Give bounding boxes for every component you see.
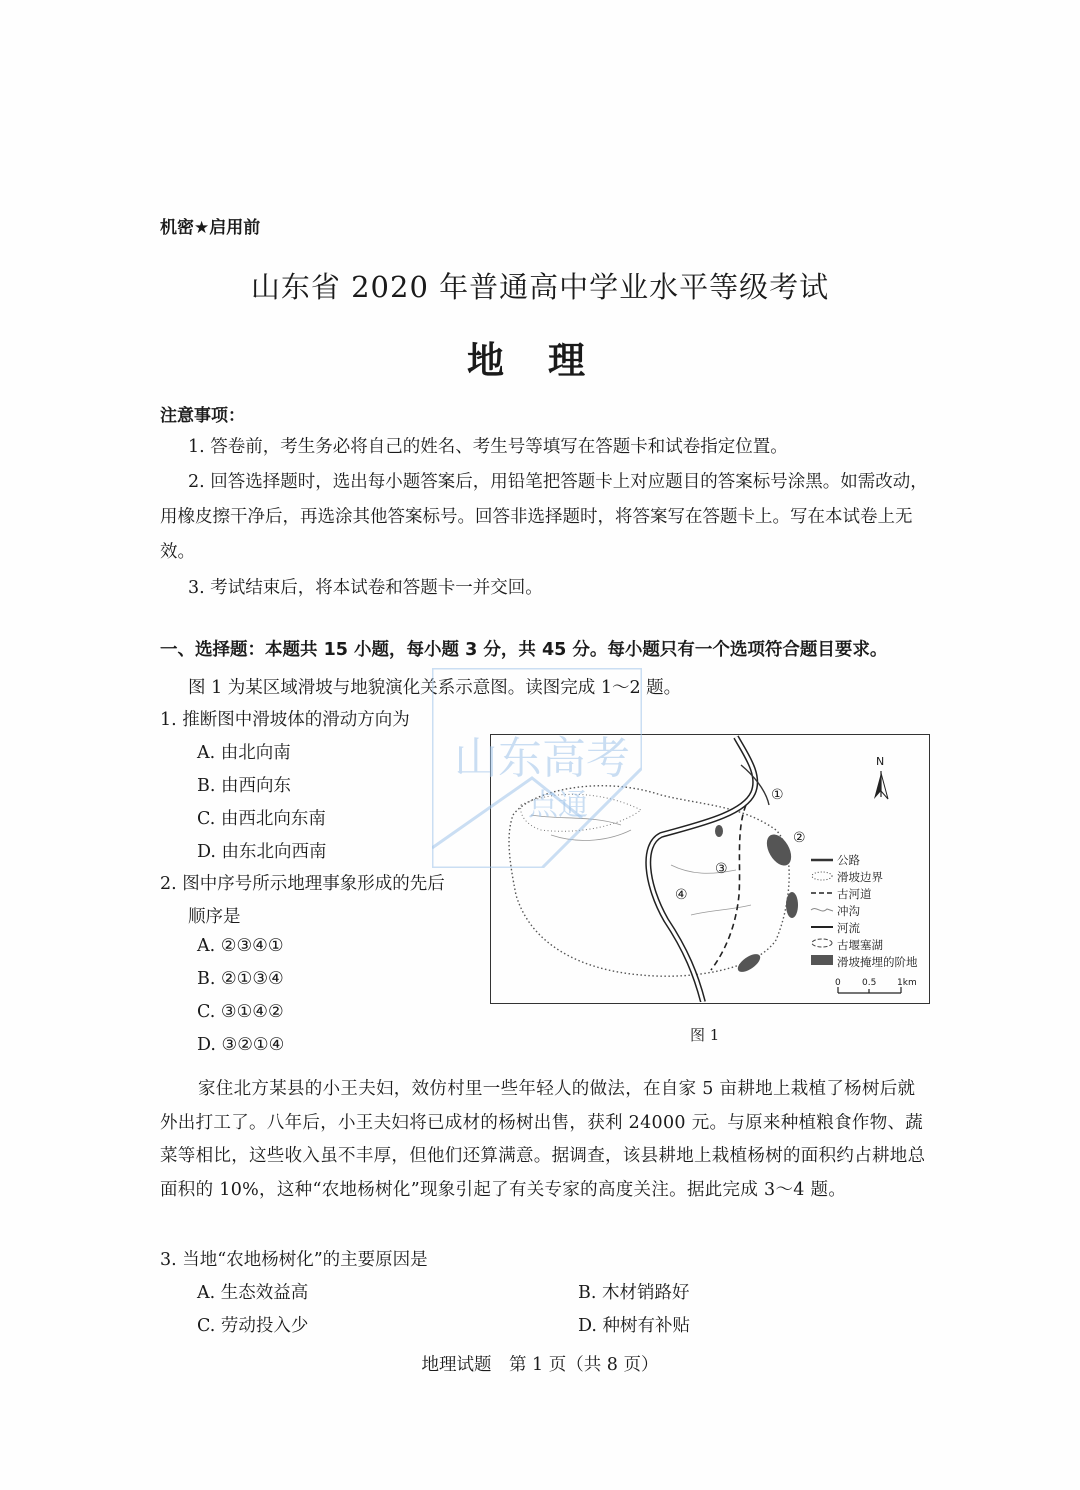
marker-4: ④ bbox=[675, 887, 688, 903]
legend-symbols bbox=[811, 860, 833, 965]
q1-stem: 1. 推断图中滑坡体的滑动方向为 bbox=[160, 710, 410, 730]
q3-option-a: A. 生态效益高 bbox=[197, 1283, 309, 1303]
figure-1-map bbox=[490, 734, 930, 1004]
marker-2: ② bbox=[793, 830, 806, 846]
exam-title: 山东省 2020 年普通高中学业水平等级考试 bbox=[250, 270, 830, 304]
legend-road: 公路 bbox=[837, 853, 860, 867]
q1-option-c: C. 由西北向东南 bbox=[197, 809, 326, 829]
figure-caption: 图 1 bbox=[690, 1026, 720, 1044]
notice-item-1: 1. 答卷前，考生务必将自己的姓名、考生号等填写在答题卡和试卷指定位置。 bbox=[188, 437, 788, 457]
q3-option-c: C. 劳动投入少 bbox=[197, 1316, 309, 1336]
scale-label-half: 0.5 bbox=[862, 978, 877, 988]
buried-terraces bbox=[715, 825, 798, 975]
legend-gully: 冲沟 bbox=[837, 904, 860, 918]
secret-mark: 机密★启用前 bbox=[160, 218, 261, 238]
legend-landslide-boundary: 滑坡边界 bbox=[837, 870, 883, 884]
notice-heading: 注意事项： bbox=[160, 406, 245, 426]
q2-option-b: B. ②①③④ bbox=[197, 969, 284, 989]
q1-option-d: D. 由东北向西南 bbox=[197, 842, 327, 862]
q3-option-b: B. 木材销路好 bbox=[578, 1283, 690, 1303]
watermark-line2: 点通 bbox=[528, 788, 588, 823]
q3-stem: 3. 当地“农地杨树化”的主要原因是 bbox=[160, 1250, 428, 1270]
q3-option-d: D. 种树有补贴 bbox=[578, 1316, 691, 1336]
notice-item-3: 3. 考试结束后，将本试卷和答题卡一并交回。 bbox=[188, 578, 543, 598]
scale-label-1km: 1km bbox=[897, 978, 917, 988]
inner-boundary bbox=[521, 794, 641, 831]
passage-3-4: 家住北方某县的小王夫妇，效仿村里一些年轻人的做法，在自家 5 亩耕地上栽植了杨树后就外出打工了。八年后，小王夫妇将已成材的杨树出售，获利 24000 元。与原来种植粮食作物、蔬菜等相比，这些收入虽不丰厚，但他们还算满意。据调查，该县耕地上栽植杨树的面积约占耕地总面积的 10%，这种“农地杨树化”现象引起了有关专家的高度关注。据此完成 3～4 题。 bbox=[160, 1079, 926, 1200]
q2-option-d: D. ③②①④ bbox=[197, 1035, 285, 1055]
watermark-line1: 山东高考 bbox=[454, 733, 630, 784]
page-footer: 地理试题 第 1 页（共 8 页） bbox=[421, 1355, 659, 1375]
marker-3: ③ bbox=[715, 861, 728, 877]
q2-option-a: A. ②③④① bbox=[197, 936, 284, 956]
q1-option-a: A. 由北向南 bbox=[197, 743, 291, 763]
notice-item-2: 2. 回答选择题时，选出每小题答案后，用铅笔把答题卡上对应题目的答案标号涂黑。如需改动，用橡皮擦干净后，再选涂其他答案标号。回答非选择题时，将答案写在答题卡上。写在本试卷上无效。 bbox=[160, 472, 928, 562]
q2-stem-line1: 2. 图中序号所示地理事象形成的先后 bbox=[160, 874, 445, 894]
section-heading: 一、选择题：本题共 15 小题，每小题 3 分，共 45 分。每小题只有一个选项符合题目要求。 bbox=[160, 640, 888, 660]
subject-title: 地理 bbox=[467, 339, 629, 382]
q2-option-c: C. ③①④② bbox=[197, 1002, 284, 1022]
legend-dammed-lake: 古堰塞湖 bbox=[837, 938, 883, 952]
intro-1-2: 图 1 为某区域滑坡与地貌演化关系示意图。读图完成 1～2 题。 bbox=[188, 678, 682, 698]
legend-buried-terrace: 滑坡掩埋的阶地 bbox=[837, 955, 918, 969]
legend-ancient-channel: 古河道 bbox=[837, 887, 872, 901]
q2-stem-line2: 顺序是 bbox=[188, 907, 241, 927]
north-label: N bbox=[876, 755, 885, 768]
marker-1: ① bbox=[771, 787, 784, 803]
north-arrow bbox=[874, 771, 888, 799]
legend-river: 河流 bbox=[837, 921, 860, 935]
q1-option-b: B. 由西向东 bbox=[197, 776, 291, 796]
scale-label-0: 0 bbox=[835, 978, 841, 988]
